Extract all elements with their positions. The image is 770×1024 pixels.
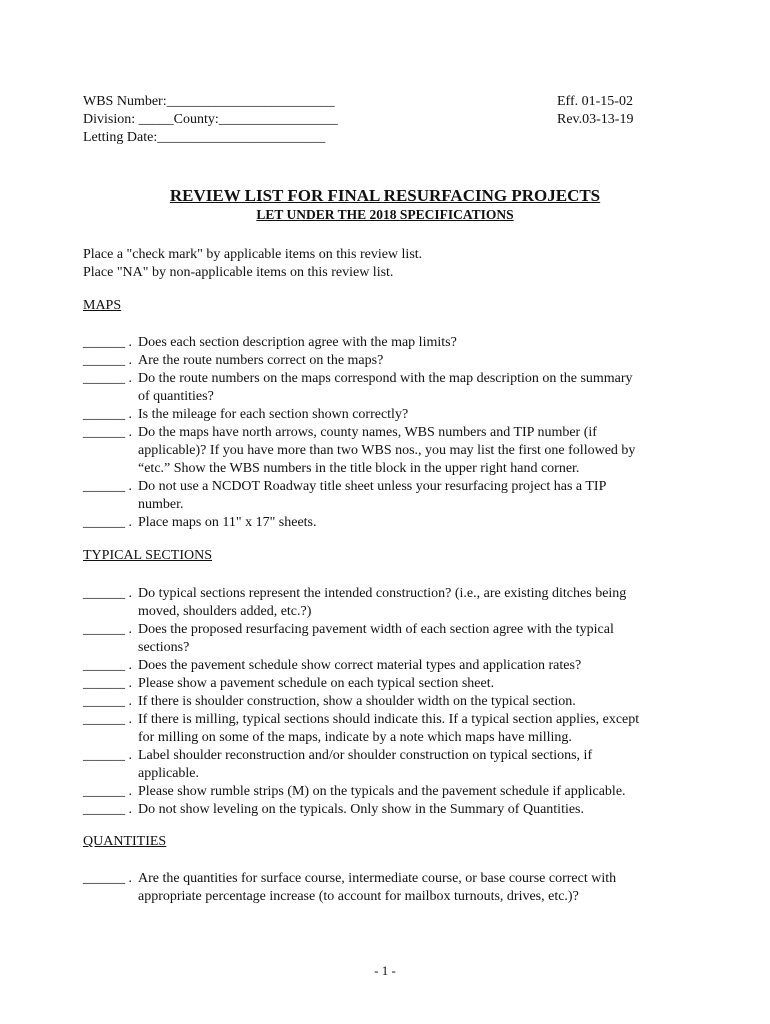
list-item	[83, 657, 693, 675]
check-blank[interactable]: ______ .	[83, 425, 132, 440]
letting-date-field: Letting Date:________________________	[83, 130, 326, 145]
item-text: Label shoulder reconstruction and/or shoulder construction on typical sections, if applicable.	[138, 748, 593, 781]
section-heading-typical-sections: TYPICAL SECTIONS	[83, 548, 212, 563]
item-text: Do not use a NCDOT Roadway title sheet unless your resurfacing project has a TIP number.	[138, 479, 607, 512]
revision-info	[557, 93, 633, 129]
list-item	[83, 693, 693, 711]
item-text: Does the pavement schedule show correct material types and application rates?	[138, 658, 582, 673]
check-blank[interactable]: ______ .	[83, 712, 132, 727]
item-text: Please show a pavement schedule on each typical section sheet.	[138, 676, 495, 691]
check-blank[interactable]: ______ .	[83, 694, 132, 709]
list-item	[83, 783, 693, 801]
item-text: Do typical sections represent the intended construction? (i.e., are existing ditches being moved, shoulders added, etc.?)	[138, 586, 627, 619]
check-blank[interactable]: ______ .	[83, 407, 132, 422]
list-item	[83, 675, 693, 693]
list-item	[83, 352, 693, 370]
list-item	[83, 514, 693, 532]
list-item	[83, 621, 693, 657]
header-block	[83, 93, 643, 147]
check-blank[interactable]: ______ .	[83, 586, 132, 601]
item-text: Does each section description agree with the map limits?	[138, 335, 457, 350]
instruction-line: Place "NA" by non-applicable items on this review list.	[83, 265, 394, 280]
check-blank[interactable]: ______ .	[83, 802, 132, 817]
item-text: Are the route numbers correct on the maps?	[138, 353, 384, 368]
list-item	[83, 747, 693, 783]
check-blank[interactable]: ______ .	[83, 353, 132, 368]
revision-date: Rev.03-13-19	[557, 112, 634, 127]
page-number: - 1 -	[374, 963, 396, 978]
page-title: REVIEW LIST FOR FINAL RESURFACING PROJECTS	[169, 186, 601, 205]
instructions	[83, 246, 422, 282]
item-text: Please show rumble strips (M) on the typicals and the pavement schedule if applicable.	[138, 784, 626, 799]
check-blank[interactable]: ______ .	[83, 479, 132, 494]
list-item	[83, 370, 693, 406]
maps-checklist	[83, 334, 693, 532]
list-item	[83, 870, 693, 906]
list-item	[83, 478, 693, 514]
instruction-line: Place a "check mark" by applicable items on this review list.	[83, 247, 423, 262]
page-subtitle: LET UNDER THE 2018 SPECIFICATIONS	[256, 207, 514, 222]
wbs-number-field: WBS Number:________________________	[83, 94, 335, 109]
check-blank[interactable]: ______ .	[83, 658, 132, 673]
list-item	[83, 424, 693, 478]
check-blank[interactable]: ______ .	[83, 335, 132, 350]
section-heading-quantities: QUANTITIES	[83, 834, 167, 849]
list-item	[83, 585, 693, 621]
item-text: Does the proposed resurfacing pavement width of each section agree with the typical sections?	[138, 622, 614, 655]
quantities-checklist	[83, 870, 693, 906]
check-blank[interactable]: ______ .	[83, 371, 132, 386]
check-blank[interactable]: ______ .	[83, 748, 132, 763]
effective-date: Eff. 01-15-02	[557, 94, 633, 109]
section-heading-maps: MAPS	[83, 298, 122, 313]
check-blank[interactable]: ______ .	[83, 622, 132, 637]
item-text: Do not show leveling on the typicals. Only show in the Summary of Quantities.	[138, 802, 585, 817]
item-text: If there is milling, typical sections should indicate this. If a typical section applies, except for milling on some of the maps, indicate by a note which maps have milling.	[138, 712, 640, 745]
division-county-field: Division: _____County:_________________	[83, 112, 338, 127]
item-text: Do the route numbers on the maps correspond with the map description on the summary of quantities?	[138, 371, 633, 404]
item-text: If there is shoulder construction, show a shoulder width on the typical section.	[138, 694, 576, 709]
item-text: Place maps on 11" x 17" sheets.	[138, 515, 317, 530]
check-blank[interactable]: ______ .	[83, 515, 132, 530]
typical-sections-checklist	[83, 585, 693, 819]
item-text: Is the mileage for each section shown correctly?	[138, 407, 409, 422]
list-item	[83, 406, 693, 424]
list-item	[83, 711, 693, 747]
list-item	[83, 334, 693, 352]
list-item	[83, 801, 693, 819]
item-text: Do the maps have north arrows, county names, WBS numbers and TIP number (if applicable)? If you have more than two WBS nos., you may list the first one followed by “etc.” Show the WBS numbers in the title block in the upper right hand corner.	[138, 425, 636, 476]
check-blank[interactable]: ______ .	[83, 676, 132, 691]
check-blank[interactable]: ______ .	[83, 784, 132, 799]
check-blank[interactable]: ______ .	[83, 871, 132, 886]
item-text: Are the quantities for surface course, intermediate course, or base course correct with appropriate percentage increase (to account for mailbox turnouts, drives, etc.)?	[138, 871, 617, 904]
